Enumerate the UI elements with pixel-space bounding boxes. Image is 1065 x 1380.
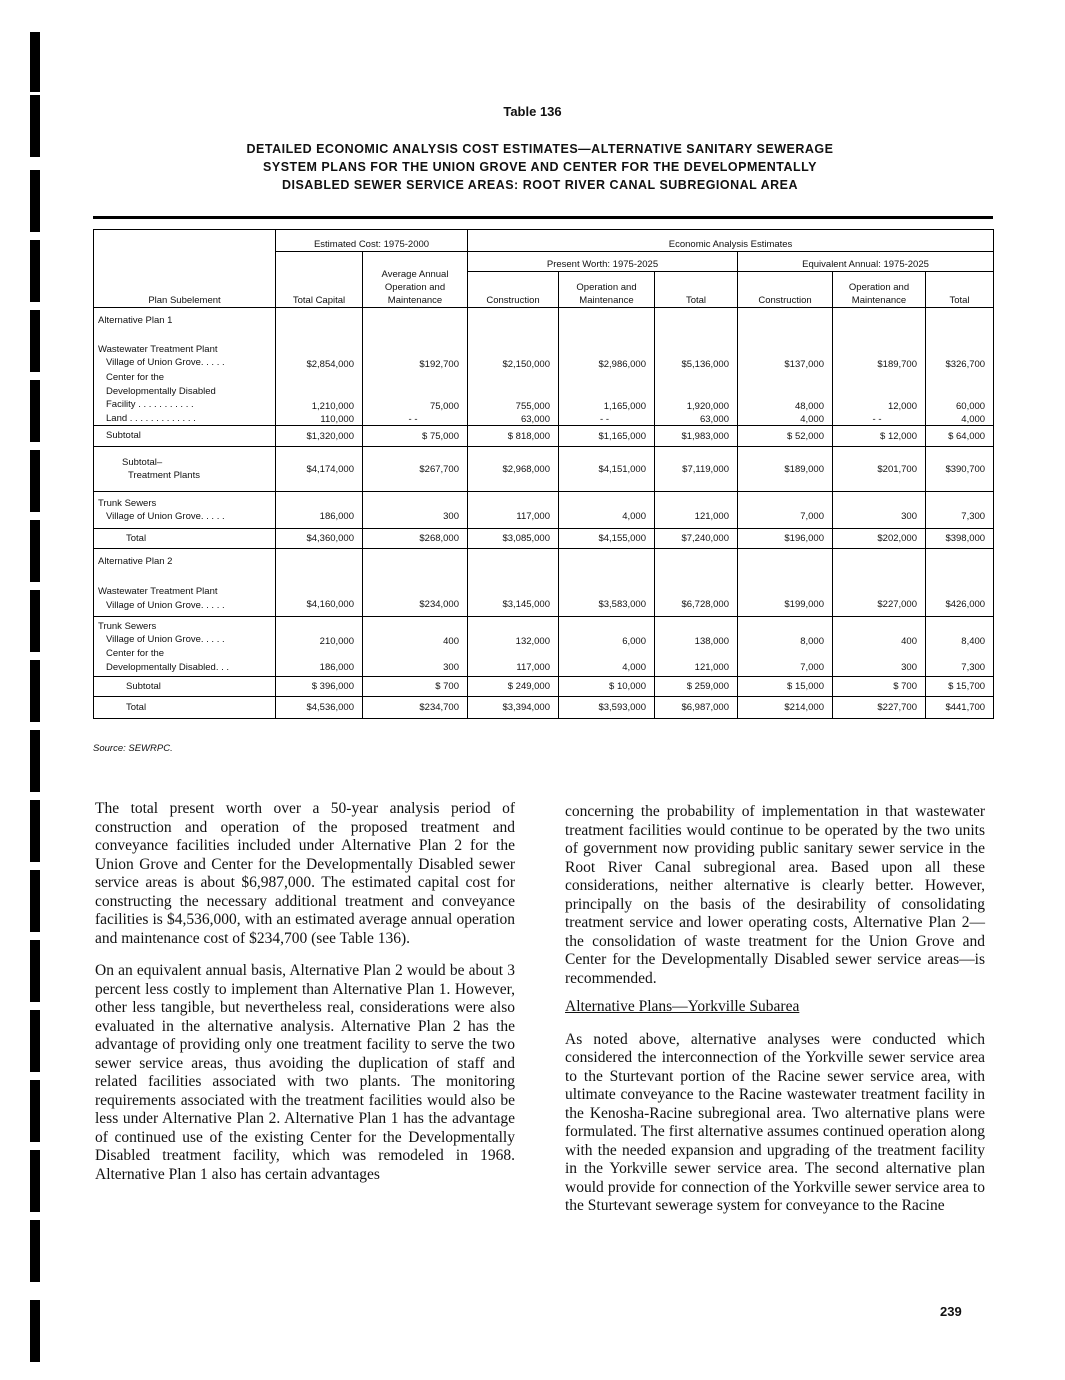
table-row: Total bbox=[94, 697, 276, 719]
cell: $214,000 bbox=[738, 697, 833, 719]
cell: $4,360,000 bbox=[276, 529, 363, 549]
header-pw-construction: Construction bbox=[468, 272, 559, 308]
cell: $ 64,000 bbox=[926, 426, 994, 447]
margin-mark bbox=[30, 32, 40, 92]
cell: $234,700 bbox=[363, 697, 468, 719]
body-column-left bbox=[95, 800, 515, 1198]
header-ea-total: Total bbox=[926, 272, 994, 308]
cell: 63,000 bbox=[655, 412, 738, 426]
margin-mark bbox=[30, 310, 40, 372]
cell: $5,136,000 bbox=[655, 334, 738, 370]
margin-mark bbox=[30, 730, 40, 792]
body-paragraph: On an equivalent annual basis, Alternative Plan 2 would be about 3 percent less costly to implement than Alternative Plan 1. However, other less tangible, but nevertheless real, considerations were also evaluated in the alternative analysis. Alternative Plan 2 has the advantage of providing only one treatment facility to serve the two sewer service areas, thus avoiding the duplication of staff and related facilities associated with two plants. The monitoring requirements associated with the treatment facilities would also be less under Alternative Plan 2. Alternative Plan 1 has the advantage of continued use of the existing Center for the Developmentally Disabled treatment facility, which was remodeled in 1968. Alternative Plan 1 also has certain advantages bbox=[95, 962, 515, 1183]
table-source: Source: SEWRPC. bbox=[93, 743, 173, 754]
margin-mark bbox=[30, 1080, 40, 1142]
table-row: Subtotal– Treatment Plants bbox=[94, 447, 276, 492]
cell: $390,700 bbox=[926, 447, 994, 492]
cell: $ 15,700 bbox=[926, 677, 994, 697]
table-row: Center for the Developmentally Disabled. . . bbox=[94, 647, 276, 677]
cell: - - bbox=[363, 412, 468, 426]
table-title-line: DETAILED ECONOMIC ANALYSIS COST ESTIMATES—ALTERNATIVE SANITARY SEWERAGE bbox=[246, 142, 834, 156]
table-top-rule bbox=[93, 216, 993, 219]
cell: - - bbox=[559, 412, 655, 426]
cell: $ 396,000 bbox=[276, 677, 363, 697]
header-ea-operation-maintenance: Operation and Maintenance bbox=[833, 272, 926, 308]
cell: $267,700 bbox=[363, 447, 468, 492]
cell: $227,700 bbox=[833, 697, 926, 719]
cell: 121,000 bbox=[655, 492, 738, 529]
cell: $189,000 bbox=[738, 447, 833, 492]
cost-estimates-table bbox=[93, 229, 994, 719]
cell: $2,968,000 bbox=[468, 447, 559, 492]
header-plan-subelement: Plan Subelement bbox=[94, 230, 276, 308]
margin-mark bbox=[30, 590, 40, 652]
cell: 1,165,000 bbox=[559, 370, 655, 412]
cell: 132,000 bbox=[468, 617, 559, 647]
cell: 186,000 bbox=[276, 647, 363, 677]
table-row: Subtotal bbox=[94, 677, 276, 697]
cell: $4,536,000 bbox=[276, 697, 363, 719]
cell: $7,119,000 bbox=[655, 447, 738, 492]
margin-mark bbox=[30, 1220, 40, 1282]
cell: $ 259,000 bbox=[655, 677, 738, 697]
cell: $326,700 bbox=[926, 334, 994, 370]
cell: $196,000 bbox=[738, 529, 833, 549]
header-estimated-cost: Estimated Cost: 1975-2000 bbox=[276, 230, 468, 252]
table-row: Wastewater Treatment Plant Village of Union Grove. . . . . bbox=[94, 334, 276, 370]
cell: $4,174,000 bbox=[276, 447, 363, 492]
cell: $234,000 bbox=[363, 575, 468, 617]
table-row: Trunk Sewers Village of Union Grove. . . . . bbox=[94, 492, 276, 529]
cell: - - bbox=[833, 412, 926, 426]
margin-mark bbox=[30, 380, 40, 442]
body-paragraph: As noted above, alternative analyses were conducted which considered the interconnection of the Yorkville sewer service area to the Sturtevant portion of the Racine sewer service area, with ultimate conveyance to the Racine wastewater treatment facility in the Kenosha-Racine subregional area. Two alternative plans were formulated. The first alternative assumes continued operation along with the needed expansion and upgrading of the treatment facility in the Yorkville sewer service area. The second alternative plan would provide for connection of the Yorkville sewer service area to the Sturtevant sewerage system for conveyance to the Racine bbox=[565, 1030, 985, 1214]
table-row: Total bbox=[94, 529, 276, 549]
body-column-right bbox=[565, 803, 985, 1230]
cell: 300 bbox=[833, 492, 926, 529]
cell: 6,000 bbox=[559, 617, 655, 647]
cell: 755,000 bbox=[468, 370, 559, 412]
margin-mark bbox=[30, 800, 40, 862]
cell: 117,000 bbox=[468, 492, 559, 529]
header-pw-total: Total bbox=[655, 272, 738, 308]
cell: $3,145,000 bbox=[468, 575, 559, 617]
cell: $4,160,000 bbox=[276, 575, 363, 617]
header-equivalent-annual: Equivalent Annual: 1975-2025 bbox=[738, 252, 994, 272]
cell: $227,000 bbox=[833, 575, 926, 617]
body-paragraph: The total present worth over a 50-year analysis period of construction and operation of the proposed treatment and conveyance facilities included under Alternative Plan 2 for the Union Grove and Center for the Developmentally Disabled sewer service areas is about $6,987,000. The estimated capital cost for constructing the necessary additional treatment and conveyance facilities is $4,536,000, with an estimated average annual operation and maintenance cost of $234,700 (see Table 136). bbox=[95, 800, 515, 947]
section-subheading: Alternative Plans—Yorkville Subarea bbox=[565, 998, 800, 1015]
margin-mark bbox=[30, 870, 40, 932]
cell: $2,986,000 bbox=[559, 334, 655, 370]
cell: $1,983,000 bbox=[655, 426, 738, 447]
cell: $2,150,000 bbox=[468, 334, 559, 370]
cell: $ 10,000 bbox=[559, 677, 655, 697]
table-row: Subtotal bbox=[94, 426, 276, 447]
cell: 186,000 bbox=[276, 492, 363, 529]
cell: $ 12,000 bbox=[833, 426, 926, 447]
cell: $2,854,000 bbox=[276, 334, 363, 370]
cell: $192,700 bbox=[363, 334, 468, 370]
cell: 121,000 bbox=[655, 647, 738, 677]
header-economic-analysis: Economic Analysis Estimates bbox=[468, 230, 994, 252]
table-row: Wastewater Treatment Plant Village of Union Grove. . . . . bbox=[94, 575, 276, 617]
cell: $4,151,000 bbox=[559, 447, 655, 492]
cell: $199,000 bbox=[738, 575, 833, 617]
table-title-line: SYSTEM PLANS FOR THE UNION GROVE AND CENTER FOR THE DEVELOPMENTALLY bbox=[263, 160, 817, 174]
cell: 4,000 bbox=[926, 412, 994, 426]
cell: $ 249,000 bbox=[468, 677, 559, 697]
cell: $7,240,000 bbox=[655, 529, 738, 549]
cell: $ 700 bbox=[833, 677, 926, 697]
cell: 7,000 bbox=[738, 647, 833, 677]
cell: $4,155,000 bbox=[559, 529, 655, 549]
cell: $268,000 bbox=[363, 529, 468, 549]
cell: $ 52,000 bbox=[738, 426, 833, 447]
cell: $201,700 bbox=[833, 447, 926, 492]
margin-mark bbox=[30, 240, 40, 302]
cell: 300 bbox=[833, 647, 926, 677]
cell: $441,700 bbox=[926, 697, 994, 719]
cell: 7,000 bbox=[738, 492, 833, 529]
scan-margin-marks bbox=[30, 0, 42, 1380]
cell: $426,000 bbox=[926, 575, 994, 617]
cell: $398,000 bbox=[926, 529, 994, 549]
margin-mark bbox=[30, 170, 40, 232]
body-paragraph: concerning the probability of implementation in that wastewater treatment facilities would continue to be operated by the two units of government now providing public sanitary sewer service in the Root River Canal subregional area. Based upon all these considerations, neither alternative is clearly better. However, principally on the basis of the desirability of consolidating treatment service and lower operating costs, Alternative Plan 2—the consolidation of waste treatment for the Union Grove and Center for the Developmentally Disabled sewer service areas—is recommended. bbox=[565, 803, 985, 987]
cell: $3,583,000 bbox=[559, 575, 655, 617]
cell: $ 818,000 bbox=[468, 426, 559, 447]
header-total-capital: Total Capital bbox=[276, 252, 363, 308]
table-title-line: DISABLED SEWER SERVICE AREAS: ROOT RIVER CANAL SUBREGIONAL AREA bbox=[281, 178, 799, 192]
table-number: Table 136 bbox=[503, 104, 562, 119]
cell: $ 700 bbox=[363, 677, 468, 697]
margin-mark bbox=[30, 1300, 40, 1362]
margin-mark bbox=[30, 1010, 40, 1072]
cell: 8,400 bbox=[926, 617, 994, 647]
margin-mark bbox=[30, 520, 40, 582]
table-row: Center for the Developmentally Disabled Facility . . . . . . . . . . . bbox=[94, 370, 276, 412]
cell: 138,000 bbox=[655, 617, 738, 647]
cell: 210,000 bbox=[276, 617, 363, 647]
cell: $ 75,000 bbox=[363, 426, 468, 447]
cell: $202,000 bbox=[833, 529, 926, 549]
table-title bbox=[150, 140, 930, 194]
header-ea-construction: Construction bbox=[738, 272, 833, 308]
header-present-worth: Present Worth: 1975-2025 bbox=[468, 252, 738, 272]
cell: $1,320,000 bbox=[276, 426, 363, 447]
page-number: 239 bbox=[940, 1304, 962, 1319]
cell: 300 bbox=[363, 647, 468, 677]
cell: 110,000 bbox=[276, 412, 363, 426]
cell: $6,987,000 bbox=[655, 697, 738, 719]
plan2-label: Alternative Plan 2 bbox=[94, 549, 276, 575]
cell: 1,920,000 bbox=[655, 370, 738, 412]
cell: 12,000 bbox=[833, 370, 926, 412]
header-average-annual-om: Average Annual Operation and Maintenance bbox=[363, 252, 468, 308]
cell: $137,000 bbox=[738, 334, 833, 370]
cell: 7,300 bbox=[926, 647, 994, 677]
header-pw-operation-maintenance: Operation and Maintenance bbox=[559, 272, 655, 308]
cell: 63,000 bbox=[468, 412, 559, 426]
margin-mark bbox=[30, 940, 40, 1002]
table-row: Land . . . . . . . . . . . . . bbox=[94, 412, 276, 426]
cell: 4,000 bbox=[559, 647, 655, 677]
cell: $ 15,000 bbox=[738, 677, 833, 697]
cell: $1,165,000 bbox=[559, 426, 655, 447]
margin-mark bbox=[30, 450, 40, 512]
cell: $3,394,000 bbox=[468, 697, 559, 719]
cell: $189,700 bbox=[833, 334, 926, 370]
cell: $3,085,000 bbox=[468, 529, 559, 549]
cell: 75,000 bbox=[363, 370, 468, 412]
plan1-label: Alternative Plan 1 bbox=[94, 308, 276, 334]
cell: 4,000 bbox=[738, 412, 833, 426]
cell: 1,210,000 bbox=[276, 370, 363, 412]
margin-mark bbox=[30, 1150, 40, 1212]
margin-mark bbox=[30, 660, 40, 722]
cell: 60,000 bbox=[926, 370, 994, 412]
cell: 48,000 bbox=[738, 370, 833, 412]
table-row: Trunk Sewers Village of Union Grove. . . . . bbox=[94, 617, 276, 647]
cell: 400 bbox=[833, 617, 926, 647]
cell: 4,000 bbox=[559, 492, 655, 529]
cell: 400 bbox=[363, 617, 468, 647]
cell: 8,000 bbox=[738, 617, 833, 647]
cell: 7,300 bbox=[926, 492, 994, 529]
cell: 300 bbox=[363, 492, 468, 529]
cell: $3,593,000 bbox=[559, 697, 655, 719]
cell: $6,728,000 bbox=[655, 575, 738, 617]
cell: 117,000 bbox=[468, 647, 559, 677]
